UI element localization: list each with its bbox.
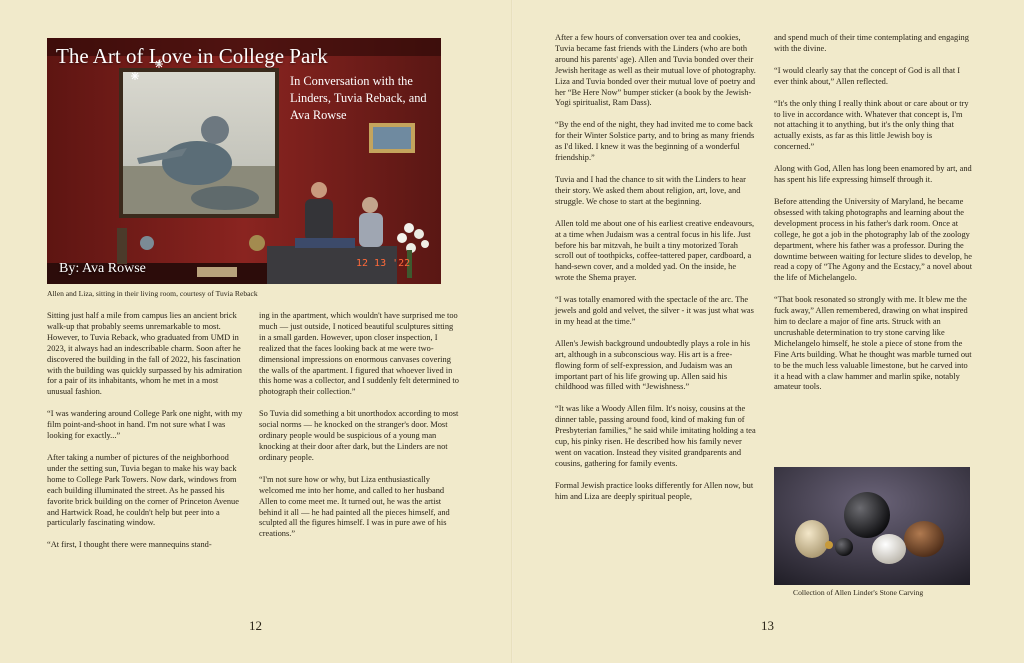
paragraph: So Tuvia did something a bit unorthodox according to most social norms — he knocked on the stranger's door. Most ordinary people would be suspicious of a young man knocking at their door after dark, but the Linders are not ordinary people. [259,409,459,462]
paragraph: Allen's Jewish background undoubtedly plays a role in his art, although in a subconscious way. His art is a free-flowing form of self-expression, and Judaism was an important part of his life growing up. Allen said his childhood was filled with “Jewishness.” [555,338,751,392]
paragraph: Allen told me about one of his earliest creative endeavours, at a time when Judaism was a central focus in his life. Just before his bar mitzvah, he built a tiny motorized Torah scroll out of toothpicks, coffee-tattered paper, cardboard, a hand-sewn cover, and a molded yad. On the inside, he wrote the Shema prayer. [555,218,755,283]
page-number-right: 13 [761,618,774,633]
paragraph: Sitting just half a mile from campus lies an ancient brick walk-up that probably seems unremarkable to most. However, to Tuvia Reback, who graduated from UMD in 2023, it always had an indescribable charm. Soon after he discovered the building in the fall of 2022, his fascination with the building was quickly surpassed by his admiration for a pair of its inhabitants, whom he met in a most unusual fashion. [47,311,242,397]
article-column-3 [555,33,757,514]
paragraph: Before attending the University of Maryland, he became obsessed with taking photographs and learning about the development process in his father's dark room. Once at college, he got a job in the photography lab of the zoology department, where his father was a professor. During the downtime between waiting for lecture slides to develop, he read a copy of “The Agony and the Ecstacy,” a novel about the life of Michelangelo. [774,196,973,283]
hero-caption: Allen and Liza, sitting in their living room, courtesy of Tuvia Reback [47,289,258,298]
paragraph: “I would clearly say that the concept of God is all that I ever think about,” Allen reflected. [774,65,961,86]
hero-photo [47,38,441,284]
paragraph: Along with God, Allen has long been enamored by art, and has spent his life expressing himself through it. [774,164,972,185]
article-subtitle: In Conversation with the Linders, Tuvia Reback, and Ava Rowse [290,74,427,122]
paragraph: Tuvia and I had the chance to sit with the Linders to hear their story. We asked them about religion, art, love, and struggle. We chose to start at the beginning. [555,174,746,206]
article-column-2 [259,311,459,551]
photo-timestamp: 12 13 '22 [356,258,411,269]
page-gutter [511,0,513,663]
paragraph: “By the end of the night, they had invited me to come back for their Winter Solstice party, and to bring as many friends as I'd liked. I knew it was the beginning of a wonderful friendship.” [555,120,755,163]
stone-caption: Collection of Allen Linder's Stone Carving [793,588,924,597]
article-column-1 [47,311,243,562]
paragraph: ing in the apartment, which wouldn't have surprised me too much — just outside, I noticed beautiful sculptures sitting in a small garden. However, upon closer inspection, I realized that the faces looking back at me were two-dimensional impressions on enormous canvases covering the walls of the apartment. I figured that whoever lived in this home was a collector, and I suddenly felt determined to photograph their collection.” [259,311,459,397]
paragraph: “I was totally enamored with the spectacle of the arc. The jewels and gold and velvet, the silver - it was just what was in my head at the time.” [555,295,754,326]
paragraph: Formal Jewish practice looks differently for Allen now, but him and Liza are deeply spiritual people, [555,480,754,501]
page-number-left: 12 [249,618,262,633]
paragraph: “I was wandering around College Park one night, with my film point-and-shoot in hand. I'm not sure what I was looking for exactly...” [47,409,243,441]
byline: By: Ava Rowse [59,261,146,276]
stone-carving-illustration [774,467,970,585]
article-column-4 [774,33,974,404]
paragraph: After taking a number of pictures of the neighborhood under the setting sun, Tuvia began to make his way back home to College Park Towers. Now dark, windows from each building illuminated the street. As he passed his favorite brick building on the corner of Princeton Avenue and Hartwick Road, he couldn't help but peer into a particularly fascinating window. [47,452,239,528]
paragraph: After a few hours of conversation over tea and cookies, Tuvia became fast friends with the Linders (who are both around his parents' age). Allen and Tuvia bonded over their Jewish heritage as well as their mutual love of photography. Liza and Tuvia bonded over their mutual love of poetry and her “Be Here Now” bumper sticker (a book by the Jewish-Yogi spiritualist, Ram Dass). [555,33,756,108]
paragraph: “It was like a Woody Allen film. It's noisy, cousins at the dinner table, passing around food, kind of making fun of Presbyterian families,” he said while imitating holding a tea cup, his pinky risen. He described how his family never went on vacation. Instead they visited grandparents and cousins, gathering for family events. [555,404,756,468]
paragraph: “I'm not sure how or why, but Liza enthusiastically welcomed me into her home, and called to her husband Allen to come meet me. It turned out, he was the artist behind it all — he had painted all the pieces himself, and sculpted all the figures himself. I was in pure awe of his creations.” [259,474,450,539]
stone-carving-photo [774,467,970,585]
paragraph: “At first, I thought there were mannequins stand- [47,540,212,550]
paragraph: “It's the only thing I really think about or care about or try to live in accordance with. Whatever that concept is, I'm not attaching it to anything, but it's the only thing that actually exists, as far as this little Jewish boy is concerned.” [774,98,969,152]
article-title: The Art of Love in College Park [56,44,328,68]
paragraph: and spend much of their time contemplating and engaging with the divine. [774,33,969,53]
paragraph: “That book resonated so strongly with me. It blew me the fuck away,” Allen remembered, drawing on what inspired him to declare a major of fine arts. Struck with an uncrushable determination to try stone carving like Michelangelo himself, he stole a piece of stone from the Fine Arts building. What he thought was marble turned out to be the much less valuable limestone, but he carved into it a head with a claw hammer and marlin spike, notably amateur tools. [774,295,972,392]
